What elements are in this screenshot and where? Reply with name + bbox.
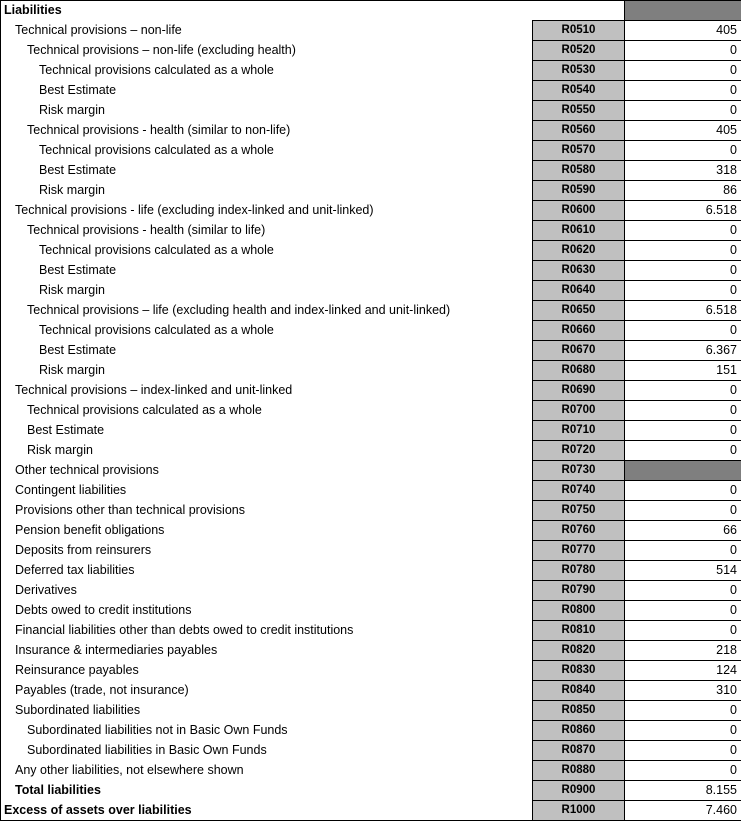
row-value: 0 — [625, 261, 741, 281]
row-value: 0 — [625, 541, 741, 561]
table-row — [1, 661, 741, 681]
row-code: R0850 — [533, 701, 625, 721]
row-code: R0610 — [533, 221, 625, 241]
row-code: R0900 — [533, 781, 625, 801]
row-code: R0750 — [533, 501, 625, 521]
row-value: 86 — [625, 181, 741, 201]
table-row — [1, 101, 741, 121]
row-code: R0680 — [533, 361, 625, 381]
row-value: 310 — [625, 681, 741, 701]
row-code: R0790 — [533, 581, 625, 601]
row-value: 66 — [625, 521, 741, 541]
row-value: 0 — [625, 381, 741, 401]
row-code: R0580 — [533, 161, 625, 181]
table-row — [1, 201, 741, 221]
row-label: Payables (trade, not insurance) — [1, 681, 533, 701]
table-row — [1, 681, 741, 701]
row-label: Deposits from reinsurers — [1, 541, 533, 561]
table-row — [1, 161, 741, 181]
row-label: Best Estimate — [1, 261, 533, 281]
row-value: 0 — [625, 701, 741, 721]
row-label: Best Estimate — [1, 341, 533, 361]
row-label: Technical provisions – life (excluding health and index-linked and unit-linked) — [1, 301, 533, 321]
row-code: R0710 — [533, 421, 625, 441]
row-code: R0640 — [533, 281, 625, 301]
table-row — [1, 181, 741, 201]
table-row — [1, 521, 741, 541]
table-row — [1, 261, 741, 281]
row-label: Technical provisions calculated as a whole — [1, 141, 533, 161]
row-value: 6.518 — [625, 201, 741, 221]
row-code: R0590 — [533, 181, 625, 201]
row-value: 0 — [625, 101, 741, 121]
header-value-cell — [625, 1, 741, 21]
row-label: Any other liabilities, not elsewhere shown — [1, 761, 533, 781]
row-code: R0570 — [533, 141, 625, 161]
row-code: R0870 — [533, 741, 625, 761]
row-label: Subordinated liabilities in Basic Own Funds — [1, 741, 533, 761]
row-code: R0860 — [533, 721, 625, 741]
row-label: Insurance & intermediaries payables — [1, 641, 533, 661]
row-label: Technical provisions – index-linked and unit-linked — [1, 381, 533, 401]
row-code: R0760 — [533, 521, 625, 541]
row-code: R0840 — [533, 681, 625, 701]
row-label: Best Estimate — [1, 81, 533, 101]
row-code: R0650 — [533, 301, 625, 321]
row-label: Subordinated liabilities — [1, 701, 533, 721]
row-label: Financial liabilities other than debts owed to credit institutions — [1, 621, 533, 641]
table-row — [1, 621, 741, 641]
table-row — [1, 121, 741, 141]
table-row — [1, 41, 741, 61]
table-row — [1, 381, 741, 401]
row-code: R0600 — [533, 201, 625, 221]
row-label: Risk margin — [1, 281, 533, 301]
row-value: 0 — [625, 141, 741, 161]
table-row — [1, 241, 741, 261]
table-row — [1, 641, 741, 661]
table-row — [1, 561, 741, 581]
row-value: 0 — [625, 761, 741, 781]
row-value: 0 — [625, 421, 741, 441]
row-value: 318 — [625, 161, 741, 181]
row-label: Risk margin — [1, 441, 533, 461]
row-code: R0670 — [533, 341, 625, 361]
liabilities-table-body — [1, 1, 741, 821]
row-value: 151 — [625, 361, 741, 381]
table-row — [1, 801, 741, 821]
row-value: 0 — [625, 721, 741, 741]
row-code: R0510 — [533, 21, 625, 41]
table-row — [1, 581, 741, 601]
table-row — [1, 61, 741, 81]
row-value: 0 — [625, 221, 741, 241]
row-code: R0830 — [533, 661, 625, 681]
row-value: 0 — [625, 401, 741, 421]
table-row — [1, 301, 741, 321]
row-label: Technical provisions - health (similar to non-life) — [1, 121, 533, 141]
table-row — [1, 281, 741, 301]
table-row — [1, 761, 741, 781]
row-label: Best Estimate — [1, 421, 533, 441]
row-value: 0 — [625, 601, 741, 621]
row-code: R0660 — [533, 321, 625, 341]
row-label: Pension benefit obligations — [1, 521, 533, 541]
row-label: Deferred tax liabilities — [1, 561, 533, 581]
row-label: Technical provisions – non-life (excluding health) — [1, 41, 533, 61]
row-value: 405 — [625, 121, 741, 141]
table-row — [1, 461, 741, 481]
table-row — [1, 321, 741, 341]
table-row — [1, 341, 741, 361]
row-value: 0 — [625, 321, 741, 341]
row-value: 514 — [625, 561, 741, 581]
row-label: Technical provisions calculated as a whole — [1, 241, 533, 261]
row-code: R0700 — [533, 401, 625, 421]
row-label: Debts owed to credit institutions — [1, 601, 533, 621]
table-row — [1, 81, 741, 101]
row-label: Technical provisions - life (excluding index-linked and unit-linked) — [1, 201, 533, 221]
row-code: R0560 — [533, 121, 625, 141]
header-code-cell — [533, 1, 625, 21]
row-value: 0 — [625, 61, 741, 81]
row-value — [625, 461, 741, 481]
table-row — [1, 721, 741, 741]
table-row — [1, 221, 741, 241]
row-label: Technical provisions calculated as a whole — [1, 61, 533, 81]
table-row — [1, 741, 741, 761]
row-value: 0 — [625, 621, 741, 641]
row-label: Contingent liabilities — [1, 481, 533, 501]
row-code: R0800 — [533, 601, 625, 621]
row-code: R0730 — [533, 461, 625, 481]
row-value: 8.155 — [625, 781, 741, 801]
row-value: 0 — [625, 741, 741, 761]
row-value: 0 — [625, 581, 741, 601]
row-value: 124 — [625, 661, 741, 681]
row-code: R1000 — [533, 801, 625, 821]
table-row — [1, 601, 741, 621]
row-label: Risk margin — [1, 361, 533, 381]
table-row — [1, 21, 741, 41]
row-code: R0620 — [533, 241, 625, 261]
row-value: 6.367 — [625, 341, 741, 361]
row-code: R0520 — [533, 41, 625, 61]
row-label: Total liabilities — [1, 781, 533, 801]
table-row — [1, 501, 741, 521]
row-value: 0 — [625, 81, 741, 101]
row-code: R0770 — [533, 541, 625, 561]
row-label: Risk margin — [1, 181, 533, 201]
table-row — [1, 441, 741, 461]
row-label: Provisions other than technical provisions — [1, 501, 533, 521]
row-value: 0 — [625, 281, 741, 301]
row-code: R0810 — [533, 621, 625, 641]
row-code: R0630 — [533, 261, 625, 281]
row-code: R0740 — [533, 481, 625, 501]
row-code: R0550 — [533, 101, 625, 121]
row-value: 0 — [625, 441, 741, 461]
table-row — [1, 361, 741, 381]
table-row — [1, 701, 741, 721]
row-label: Risk margin — [1, 101, 533, 121]
row-label: Derivatives — [1, 581, 533, 601]
table-row — [1, 421, 741, 441]
row-value: 0 — [625, 481, 741, 501]
row-label: Other technical provisions — [1, 461, 533, 481]
row-label: Best Estimate — [1, 161, 533, 181]
row-code: R0780 — [533, 561, 625, 581]
section-title: Liabilities — [1, 1, 533, 21]
table-row — [1, 481, 741, 501]
row-label: Technical provisions calculated as a whole — [1, 401, 533, 421]
table-row — [1, 401, 741, 421]
row-value: 6.518 — [625, 301, 741, 321]
row-label: Excess of assets over liabilities — [1, 801, 533, 821]
row-label: Reinsurance payables — [1, 661, 533, 681]
table-header-row — [1, 1, 741, 21]
row-code: R0530 — [533, 61, 625, 81]
row-value: 0 — [625, 241, 741, 261]
table-row — [1, 141, 741, 161]
row-label: Subordinated liabilities not in Basic Own Funds — [1, 721, 533, 741]
row-value: 218 — [625, 641, 741, 661]
row-value: 405 — [625, 21, 741, 41]
row-code: R0690 — [533, 381, 625, 401]
row-code: R0720 — [533, 441, 625, 461]
row-value: 7.460 — [625, 801, 741, 821]
row-code: R0880 — [533, 761, 625, 781]
table-row — [1, 781, 741, 801]
row-code: R0820 — [533, 641, 625, 661]
row-label: Technical provisions calculated as a whole — [1, 321, 533, 341]
row-value: 0 — [625, 41, 741, 61]
row-code: R0540 — [533, 81, 625, 101]
table-row — [1, 541, 741, 561]
row-label: Technical provisions – non-life — [1, 21, 533, 41]
row-value: 0 — [625, 501, 741, 521]
row-label: Technical provisions - health (similar to life) — [1, 221, 533, 241]
